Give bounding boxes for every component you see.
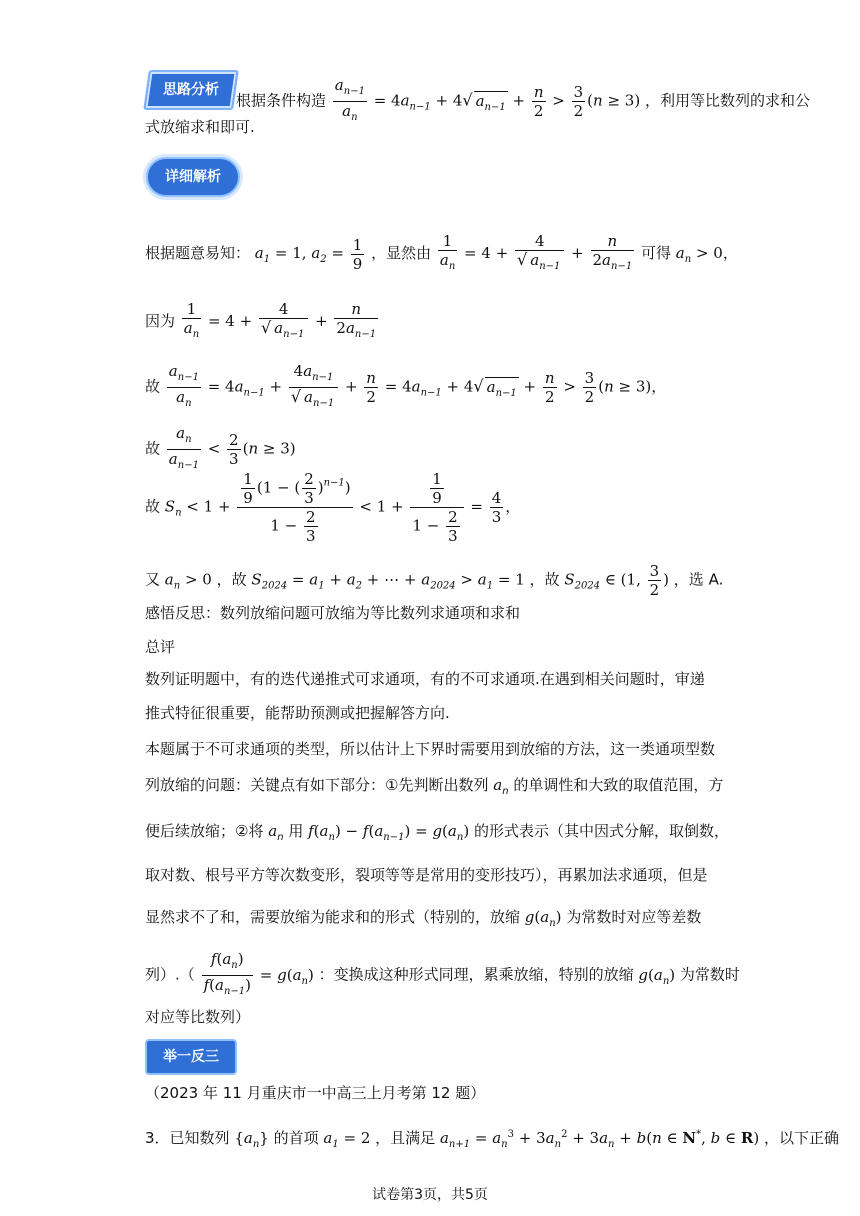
summary-p2-line-3: 便后续放缩；②将 $a_n$ 用 $f(a_n) - f(a_{n-1}) = g(a_n)$ 的形式表示（其中因式分解，取倒数，	[145, 822, 729, 843]
analysis-badge	[143, 70, 239, 110]
formula: $\frac{a_{n-1}}{a_n}$	[334, 76, 365, 123]
detail-gu-2: 故	[145, 439, 161, 458]
analysis-badge-label: 思路分析	[163, 82, 219, 98]
problem-d: ，以下正确	[764, 1129, 840, 1147]
detail-badge	[146, 157, 240, 197]
detail-line-1: 根据题意易知： $a_1 = 1$, $a_2$ = $\frac{1}{9}$ ，显然由 $\frac{1}{a_n}$ = 4 + $\frac{4}{√ a_{n-1}}$ + $\frac{n}{2a_{n-1}}$ 可得 $a_n > 0$，	[145, 232, 738, 273]
summary-p2-l6c: 为常数时	[679, 965, 740, 984]
analysis-line-2: 式放缩求和即可.	[145, 118, 255, 136]
detail-line-6: 又 $a_n > 0$ ，故 $S_{2024} = a_1 + a_2$ + ⋯ + $a_{2024} > a_1 = 1$ ，故 $S_{2024}$ ∈ (1, $\frac{3}{2}$ ) ，选 A.	[145, 562, 724, 599]
summary-p2-line-6: 列）.（ $\frac{f(a_n)}{f(a_{n-1})}$ = $g(a_n)$ ：变换成这种形式同理，累乘放缩，特别的放缩 $g(a_n)$ 为常数时	[145, 950, 740, 997]
detail-l6-prefix: 又	[145, 570, 161, 589]
summary-p2-l5b: 为常数时对应等差数	[566, 908, 702, 926]
summary-p2-l2b: 的单调性和大致的取值范围，方	[513, 776, 724, 794]
summary-p2-line-2: 列放缩的问题：关键点有如下部分：①先判断出数列 $a_n$ 的单调性和大致的取值范围，方	[145, 776, 724, 797]
problem-statement: 3．已知数列 $\{a_n\}$ 的首项 $a_1 = 2$ ，且满足 $a_{n+1} = a_n^3 + 3a_n^2 + 3a_n + b(n$ ∈ N*, b ∈ R) ，以下正确	[145, 1129, 840, 1150]
reflection: 感悟反思：数列放缩问题可放缩为等比数列求通项和求和	[145, 604, 521, 622]
summary-title: 总评	[145, 638, 176, 656]
summary-p2-l3c: 的形式表示（其中因式分解，取倒数，	[473, 822, 729, 840]
detail-line-5: 故 $S_n < 1$ + $\frac{1}{9}$ (1 − ( $\frac{2}{3}$ )$^{n-1}$) 1 − $\frac{2}{3}$ < 1 + $\frac{1}{9}$ 1 − $\frac{2}{3}$ = $\frac{4}{3}$ ，	[145, 470, 521, 545]
detail-l6-suffix: ，选 A.	[673, 570, 724, 589]
detail-l1-mid: ，显然由	[371, 244, 432, 262]
detail-line-2: 因为 $\frac{1}{a_n}$ = 4 + $\frac{4}{√ a_{n-1}}$ + $\frac{n}{2a_{n-1}}$	[145, 300, 377, 340]
page-footer: 试卷第3页，共5页	[372, 1187, 488, 1203]
summary-p2-l6a: 列）.（	[145, 965, 195, 984]
detail-l1-prefix: 根据题意易知：	[145, 244, 251, 262]
problem-source: （2023 年 11 月重庆市一中高三上月考第 12 题）	[145, 1084, 486, 1102]
summary-p2-l3a: 便后续放缩；②将	[145, 822, 264, 840]
analysis-line-1: 根据条件构造 $\frac{a_{n-1}}{a_n}$ = $4a_{n-1} + 4√$ $a_{n-1}$ + $\frac{n}{2}$ > $\frac{3}{2}$ (n ≥ 3) ，利用等比数列的求和公	[236, 76, 740, 127]
detail-l6-mid2: ，故	[529, 570, 560, 589]
practice-badge-label: 举一反三	[163, 1049, 219, 1065]
summary-p2-line-1: 本题属于不可求通项的类型，所以估计上下界时需要用到放缩的方法，这一类通项型数	[145, 740, 716, 758]
summary-p2-line-4: 取对数、根号平方等次数变形，裂项等等是常用的变形技巧），再累加法求通项，但是	[145, 866, 708, 884]
summary-p2-l3b: 用	[288, 822, 304, 840]
detail-badge-label: 详细解析	[165, 169, 221, 185]
detail-line-3: 故 $\frac{a_{n-1}}{a_n}$ = $4a_{n-1}$ + $\frac{4a_{n-1}}{√ a_{n-1}}$ + $\frac{n}{2}$ = $4a_{n-1} + 4√$ $a_{n-1}$ + $\frac{n}{2}$ > $\frac{3}{2}$ (n ≥ 3)，	[145, 362, 667, 409]
summary-p1-line-1: 数列证明题中，有的迭代递推式可求通项，有的不可求通项.在遇到相关问题时，审递	[145, 670, 705, 688]
problem-c: ，且满足	[375, 1129, 436, 1147]
detail-l1-suffix: 可得	[640, 244, 671, 262]
detail-line-4: 故 $\frac{a_n}{a_{n-1}}$ < $\frac{2}{3}$ (n ≥ 3)	[145, 424, 296, 471]
summary-p2-line-7: 对应等比数列）	[145, 1008, 251, 1026]
analysis-suffix: ，利用等比数列的求和公	[644, 91, 810, 110]
problem-b: 的首项	[273, 1129, 319, 1147]
analysis-prefix: 根据条件构造	[236, 91, 327, 110]
summary-p2-l5a: 显然求不了和，需要放缩为能求和的形式（特别的，放缩	[145, 908, 521, 926]
summary-p2-l6b: ：变换成这种形式同理，累乘放缩，特别的放缩	[318, 965, 634, 984]
summary-p1-line-2: 推式特征很重要，能帮助预测或把握解答方向.	[145, 704, 450, 722]
detail-gu-3: 故	[145, 497, 161, 516]
practice-badge	[145, 1039, 237, 1075]
summary-p2-line-5: 显然求不了和，需要放缩为能求和的形式（特别的，放缩 $g(a_n)$ 为常数时对应等差数	[145, 908, 702, 929]
problem-a: 3．已知数列	[145, 1129, 230, 1147]
detail-gu-1: 故	[145, 377, 161, 396]
detail-l6-mid1: ，故	[216, 570, 247, 589]
summary-p2-l2a: 列放缩的问题：关键点有如下部分：①先判断出数列	[145, 776, 489, 794]
detail-l2-prefix: 因为	[145, 312, 176, 330]
